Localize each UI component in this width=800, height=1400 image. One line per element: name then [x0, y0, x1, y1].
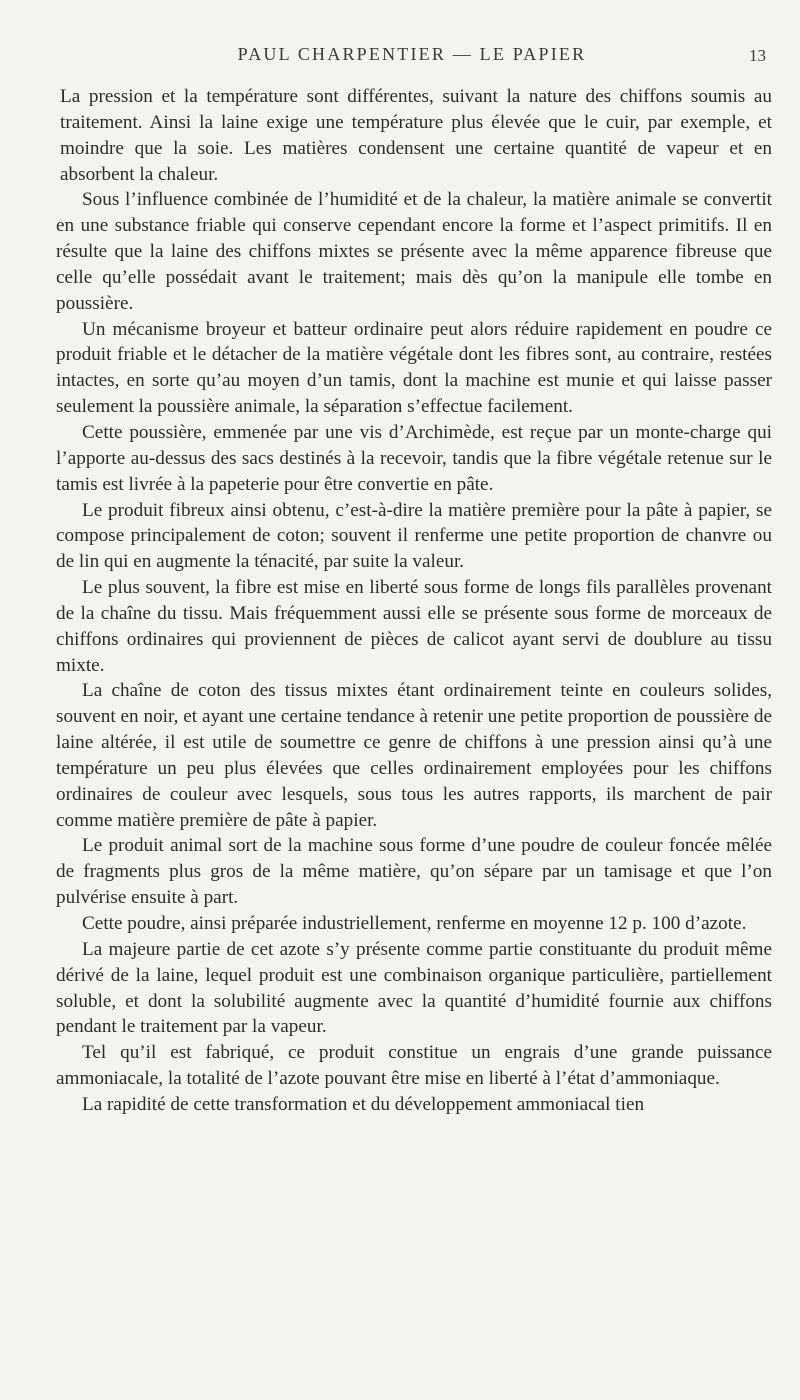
- page-header: [56, 44, 768, 74]
- paragraph: La chaîne de coton des tissus mixtes étant ordinairement teinte en couleurs solides, souvent en noir, et ayant une certaine tendance à retenir une petite proportion de poussière de laine altérée, il est utile de soumettre ce genre de chiffons à une pression ainsi qu’à une température un peu plus élevées que celles ordinairement employées pour les chiffons ordinaires de couleur avec lesquels, sous tous les autres rapports, ils marchent de pair comme matière première de pâte à papier.: [56, 680, 772, 831]
- paragraph: Le produit animal sort de la machine sous forme d’une poudre de couleur foncée mêlée de fragments plus gros de la même matière, qu’on sépare par un tamisage et que l’on pulvérise ensuite à part.: [56, 835, 772, 909]
- paragraph: Le produit fibreux ainsi obtenu, c’est-à-dire la matière première pour la pâte à papier, se compose principalement de coton; souvent il renferme une petite proportion de chanvre ou de lin qui en augmente la ténacité, par suite la valeur.: [56, 499, 772, 573]
- paragraph: La majeure partie de cet azote s’y présente comme partie constituante du produit même dérivé de la laine, lequel produit est une combinaison organique particulière, partiellement soluble, et dont la solubilité augmente avec la quantité d’humidité fournie aux chiffons pendant le traitement par la vapeur.: [56, 938, 772, 1038]
- paragraph: Tel qu’il est fabriqué, ce produit constitue un engrais d’une grande puissance ammoniacale, la totalité de l’azote pouvant être mise en liberté à l’état d’ammoniaque.: [56, 1042, 772, 1090]
- body-text: [56, 84, 772, 1118]
- paragraph: Cette poussière, emmenée par une vis d’Archimède, est reçue par un monte-charge qui l’apporte au-dessus des sacs destinés à la recevoir, tandis que la fibre végétale retenue sur le tamis est livrée à la papeterie pour être convertie en pâte.: [56, 421, 772, 495]
- running-head: PAUL CHARPENTIER — LE PAPIER: [237, 44, 587, 64]
- paragraph: Sous l’influence combinée de l’humidité et de la chaleur, la matière animale se convertit en une substance friable qui conserve cependant encore la forme et l’aspect primitifs. Il en résulte que la laine des chiffons mixtes se présente avec la même apparence fibreuse que celle qu’elle possédait avant le traitement; mais dès qu’on la manipule elle tombe en poussière.: [56, 189, 772, 314]
- paragraph: Cette poudre, ainsi préparée industriellement, renferme en moyenne 12 p. 100 d’azote.: [82, 913, 747, 934]
- paragraph: La rapidité de cette transformation et du développement ammoniacal tien: [82, 1093, 645, 1115]
- paragraph: Un mécanisme broyeur et batteur ordinaire peut alors réduire rapidement en poudre ce produit friable et le détacher de la matière végétale dont les fibres sont, au contraire, restées intactes, en sorte qu’au moyen d’un tamis, dont la machine est munie et qui laisse passer seulement la poussière animale, la séparation s’effectue facilement.: [56, 318, 772, 418]
- page-number: 13: [749, 46, 766, 65]
- paragraph: La pression et la température sont différentes, suivant la nature des chiffons soumis au traitement. Ainsi la laine exige une température plus élevée que le cuir, par exemple, et moindre que la soie. Les matières condensent une certaine quantité de vapeur et en absorbent la chaleur.: [60, 86, 772, 185]
- paragraph: Le plus souvent, la fibre est mise en liberté sous forme de longs fils parallèles provenant de la chaîne du tissu. Mais fréquemment aussi elle se présente sous forme de morceaux de chiffons ordinaires qui proviennent de pièces de calicot ayant servi de doublure au tissu mixte.: [56, 577, 772, 676]
